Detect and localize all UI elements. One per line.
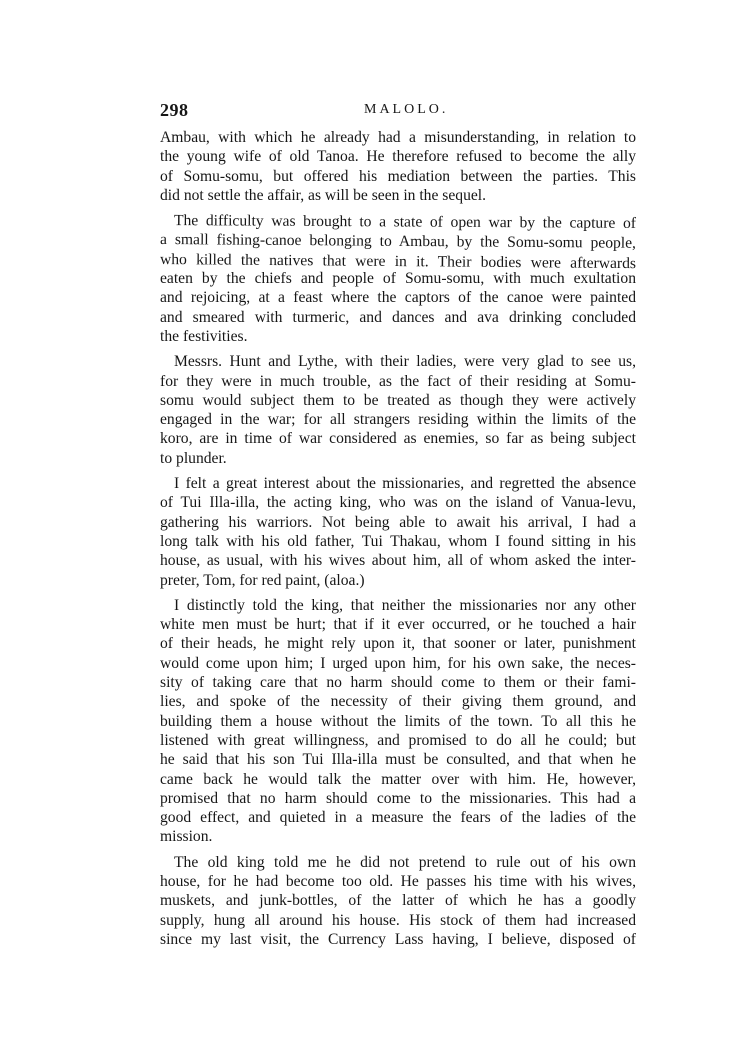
- text-line: eaten by the chiefs and people of Somu-somu, with much exultation: [160, 270, 636, 288]
- text-line: I distinctly told the king, that neither the missionaries nor any other: [174, 596, 636, 614]
- text-line: white men must be hurt; that if it ever occurred, or he touched a hair: [160, 616, 636, 634]
- text-line: did not settle the affair, as will be seen in the sequel.: [160, 186, 487, 204]
- text-line: Ambau, with which he already had a misunderstanding, in relation to: [160, 129, 636, 146]
- text-line: koro, are in time of war considered as enemies, so far as being subject: [160, 430, 636, 448]
- text-line: would come upon him; I urged upon him, for his own sake, the neces-: [160, 654, 636, 672]
- text-line: lies, and spoke of the necessity of their giving them ground, and: [160, 693, 636, 711]
- text-line: a small fishing-canoe belonging to Ambau, by the Somu-somu people,: [159, 231, 637, 253]
- text-line: I felt a great interest about the missionaries, and regretted the absence: [174, 475, 636, 493]
- paragraph: [160, 352, 636, 468]
- text-line: since my last visit, the Currency Lass having, I believe, disposed of: [160, 930, 636, 948]
- paragraph: [160, 128, 636, 205]
- text-line: Messrs. Hunt and Lythe, with their ladies, were very glad to see us,: [174, 353, 636, 371]
- text-line: to plunder.: [160, 449, 227, 467]
- text-line: The old king told me he did not pretend to rule out of his own: [174, 853, 636, 871]
- text-line: for they were in much trouble, as the fact of their residing at Somu-: [160, 372, 636, 390]
- text-line: good effect, and quieted in a measure the fears of the ladies of the: [160, 809, 636, 827]
- paragraph: [160, 211, 636, 346]
- text-line: of Tui Illa-illa, the acting king, who was on the island of Vanua-levu,: [160, 494, 636, 512]
- paragraph: [160, 853, 636, 949]
- text-line: and smeared with turmeric, and dances and ava drinking concluded: [160, 308, 636, 326]
- text-line: he said that his son Tui Illa-illa must be consulted, and that when he: [160, 751, 636, 769]
- text-line: and rejoicing, at a feast where the captors of the canoe were painted: [160, 289, 636, 307]
- text-line: promised that no harm should come to the missionaries. This had a: [160, 789, 636, 807]
- text-line: The difficulty was brought to a state of open war by the capture of: [173, 212, 637, 233]
- text-line: of Somu-somu, but offered his mediation between the parties. This: [160, 167, 636, 185]
- page-header: [160, 100, 640, 128]
- text-line: preter, Tom, for red paint, (aloa.): [160, 571, 365, 589]
- body-text: [160, 128, 636, 955]
- text-line: sity of taking care that no harm should come to them or their fami-: [160, 674, 636, 692]
- text-line: mission.: [160, 828, 213, 846]
- text-line: the young wife of old Tanoa. He therefore refused to become the ally: [160, 148, 636, 166]
- text-line: building them a house without the limits of the town. To all this he: [160, 712, 636, 730]
- text-line: the festivities.: [160, 327, 248, 345]
- text-line: muskets, and junk-bottles, of the latter of which he has a goodly: [160, 892, 636, 910]
- paragraph: [160, 596, 636, 847]
- text-line: came back he would talk the matter over with him. He, however,: [160, 770, 636, 788]
- text-line: house, as usual, with his wives about him, all of whom asked the inter-: [160, 552, 636, 570]
- text-line: of their heads, he might rely upon it, that sooner or later, punishment: [160, 635, 636, 653]
- running-head: MALOLO.: [364, 102, 449, 117]
- page-number: 298: [160, 100, 189, 120]
- paragraph: [160, 474, 636, 590]
- text-line: long talk with his old father, Tui Thakau, whom I found sitting in his: [160, 532, 636, 550]
- text-line: listened with great willingness, and promised to do all he could; but: [160, 731, 636, 749]
- text-line: gathering his warriors. Not being able to await his arrival, I had a: [160, 513, 636, 531]
- text-line: engaged in the war; for all strangers residing within the limits of the: [160, 411, 636, 429]
- text-line: somu would subject them to be treated as though they were actively: [160, 391, 636, 409]
- text-line: who killed the natives that were in it. Their bodies were afterwards: [159, 250, 637, 272]
- text-line: house, for he had become too old. He passes his time with his wives,: [160, 872, 636, 890]
- text-line: supply, hung all around his house. His stock of them had increased: [160, 911, 636, 929]
